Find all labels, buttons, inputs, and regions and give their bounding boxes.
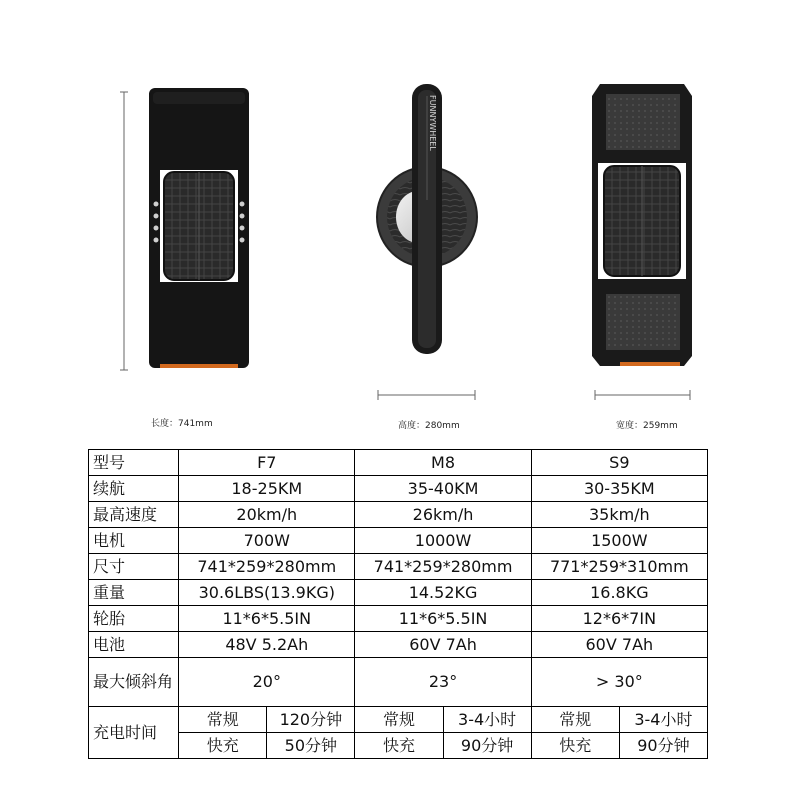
table-cell: 16.8KG xyxy=(531,580,707,606)
table-cell: 30.6LBS(13.9KG) xyxy=(179,580,355,606)
table-cell: 700W xyxy=(179,528,355,554)
length-label: 长度：741mm xyxy=(151,419,213,429)
row-label: 最大倾斜角 xyxy=(89,658,179,707)
table-cell: 18-25KM xyxy=(179,476,355,502)
height-dimension-line xyxy=(378,390,475,400)
table-cell: 90分钟 xyxy=(619,733,707,759)
height-label: 高度：280mm xyxy=(398,421,460,431)
table-cell: 11*6*5.5IN xyxy=(179,606,355,632)
table-cell: 48V 5.2Ah xyxy=(179,632,355,658)
table-cell: 1500W xyxy=(531,528,707,554)
row-label: 重量 xyxy=(89,580,179,606)
charging-label: 充电时间 xyxy=(89,707,179,759)
table-cell: 1000W xyxy=(355,528,531,554)
table-cell: 20° xyxy=(179,658,355,707)
length-dimension-line xyxy=(120,92,128,370)
table-row xyxy=(89,606,708,632)
table-cell: 741*259*280mm xyxy=(355,554,531,580)
table-row xyxy=(89,476,708,502)
table-cell: 26km/h xyxy=(355,502,531,528)
table-cell: 20km/h xyxy=(179,502,355,528)
charge-type-normal: 常规 xyxy=(355,707,443,733)
width-label: 宽度：259mm xyxy=(616,421,678,431)
table-header-row xyxy=(89,450,708,476)
table-cell: 90分钟 xyxy=(443,733,531,759)
row-label: 电池 xyxy=(89,632,179,658)
table-cell: 120分钟 xyxy=(267,707,355,733)
row-label: 电机 xyxy=(89,528,179,554)
table-cell: 60V 7Ah xyxy=(355,632,531,658)
charge-type-normal: 常规 xyxy=(531,707,619,733)
charge-type-fast: 快充 xyxy=(355,733,443,759)
brand-vertical-text: FUNNYWHEEL xyxy=(428,95,437,151)
row-label: 轮胎 xyxy=(89,606,179,632)
table-cell: 50分钟 xyxy=(267,733,355,759)
top-view-board-s9 xyxy=(592,84,692,366)
table-cell: 11*6*5.5IN xyxy=(355,606,531,632)
table-row xyxy=(89,658,708,707)
table-cell: 3-4小时 xyxy=(619,707,707,733)
table-row xyxy=(89,502,708,528)
width-dimension-line xyxy=(595,390,690,400)
table-cell: 741*259*280mm xyxy=(179,554,355,580)
table-cell: 771*259*310mm xyxy=(531,554,707,580)
table-cell: 14.52KG xyxy=(355,580,531,606)
charging-row-fast xyxy=(89,733,708,759)
table-cell: 23° xyxy=(355,658,531,707)
table-cell: > 30° xyxy=(531,658,707,707)
model-m8: M8 xyxy=(355,450,531,476)
table-cell: 35-40KM xyxy=(355,476,531,502)
side-view-board xyxy=(377,84,477,354)
top-view-board xyxy=(149,88,249,368)
table-row xyxy=(89,528,708,554)
model-s9: S9 xyxy=(531,450,707,476)
table-cell: 35km/h xyxy=(531,502,707,528)
row-label: 最高速度 xyxy=(89,502,179,528)
model-f7: F7 xyxy=(179,450,355,476)
charge-type-normal: 常规 xyxy=(179,707,267,733)
table-cell: 3-4小时 xyxy=(443,707,531,733)
table-row xyxy=(89,580,708,606)
table-cell: 12*6*7IN xyxy=(531,606,707,632)
table-cell: 60V 7Ah xyxy=(531,632,707,658)
table-cell: 30-35KM xyxy=(531,476,707,502)
charge-type-fast: 快充 xyxy=(179,733,267,759)
row-label: 尺寸 xyxy=(89,554,179,580)
charge-type-fast: 快充 xyxy=(531,733,619,759)
table-row xyxy=(89,554,708,580)
charging-row-normal xyxy=(89,707,708,733)
header-label: 型号 xyxy=(89,450,179,476)
spec-table xyxy=(88,449,708,759)
row-label: 续航 xyxy=(89,476,179,502)
table-row xyxy=(89,632,708,658)
